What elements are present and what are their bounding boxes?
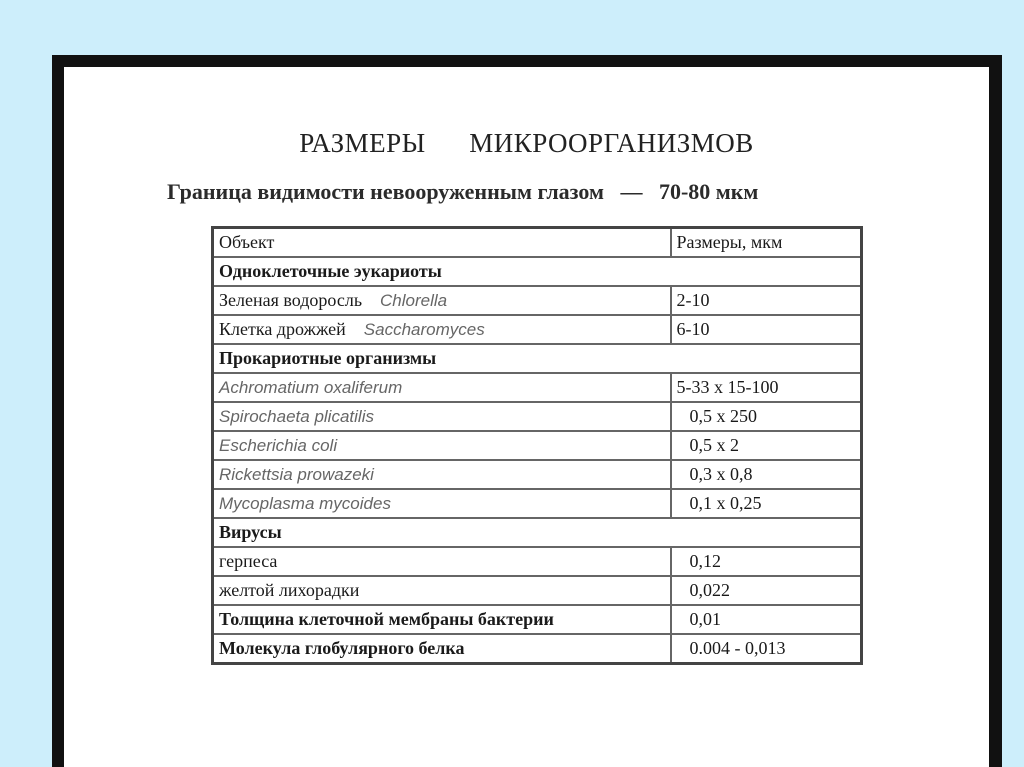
- object-cell: Молекула глобулярного белка: [213, 634, 671, 664]
- table-row: [213, 634, 862, 664]
- table-row: [213, 286, 862, 315]
- species-name: Spirochaeta plicatilis: [219, 407, 374, 426]
- slide-frame: [52, 55, 1002, 767]
- header-size: Размеры, мкм: [671, 228, 862, 258]
- species-name: Saccharomyces: [363, 320, 485, 339]
- size-cell: 0,3 х 0,8: [671, 460, 862, 489]
- section-title: Вирусы: [213, 518, 862, 547]
- species-name: Rickettsia prowazeki: [219, 465, 374, 484]
- section-row: [213, 344, 862, 373]
- size-cell: 6-10: [671, 315, 862, 344]
- object-cell: [213, 286, 671, 315]
- page-subtitle: Граница видимости невооруженным глазом — 70-80 мкм: [167, 179, 759, 204]
- size-cell: 2-10: [671, 286, 862, 315]
- object-cell: Толщина клеточной мембраны бактерии: [213, 605, 671, 634]
- size-cell: 0,5 х 250: [671, 402, 862, 431]
- species-name: Chlorella: [380, 291, 448, 310]
- species-name: Escherichia coli: [219, 436, 338, 455]
- header-object: Объект: [213, 228, 671, 258]
- object-cell: желтой лихорадки: [213, 576, 671, 605]
- table-row: [213, 373, 862, 402]
- page-title: РАЗМЕРЫ МИКРООРГАНИЗМОВ: [299, 128, 754, 158]
- section-row: [213, 257, 862, 286]
- species-name: Mycoplasma mycoides: [219, 494, 391, 513]
- table-header-row: [213, 228, 862, 258]
- size-cell: 0.004 - 0,013: [671, 634, 862, 664]
- table-row: [213, 460, 862, 489]
- table-row: [213, 605, 862, 634]
- section-title: Прокариотные организмы: [213, 344, 862, 373]
- table-row: [213, 315, 862, 344]
- sizes-table: [211, 226, 863, 665]
- size-cell: 0,022: [671, 576, 862, 605]
- object-name: Клетка дрожжей: [219, 319, 346, 339]
- slide-page: [64, 67, 989, 767]
- object-name: Зеленая водоросль: [219, 290, 363, 310]
- size-cell: 0,12: [671, 547, 862, 576]
- object-cell: [213, 460, 671, 489]
- object-cell: [213, 431, 671, 460]
- object-cell: [213, 315, 671, 344]
- section-row: [213, 518, 862, 547]
- size-cell: 0,5 х 2: [671, 431, 862, 460]
- object-cell: герпеса: [213, 547, 671, 576]
- object-cell: [213, 489, 671, 518]
- table-row: [213, 547, 862, 576]
- size-cell: 0,1 х 0,25: [671, 489, 862, 518]
- table-row: [213, 431, 862, 460]
- object-cell: [213, 402, 671, 431]
- table-row: [213, 489, 862, 518]
- species-name: Achromatium oxaliferum: [219, 378, 403, 397]
- size-cell: 5-33 х 15-100: [671, 373, 862, 402]
- table-row: [213, 402, 862, 431]
- object-cell: [213, 373, 671, 402]
- section-title: Одноклеточные эукариоты: [213, 257, 862, 286]
- size-cell: 0,01: [671, 605, 862, 634]
- table-row: [213, 576, 862, 605]
